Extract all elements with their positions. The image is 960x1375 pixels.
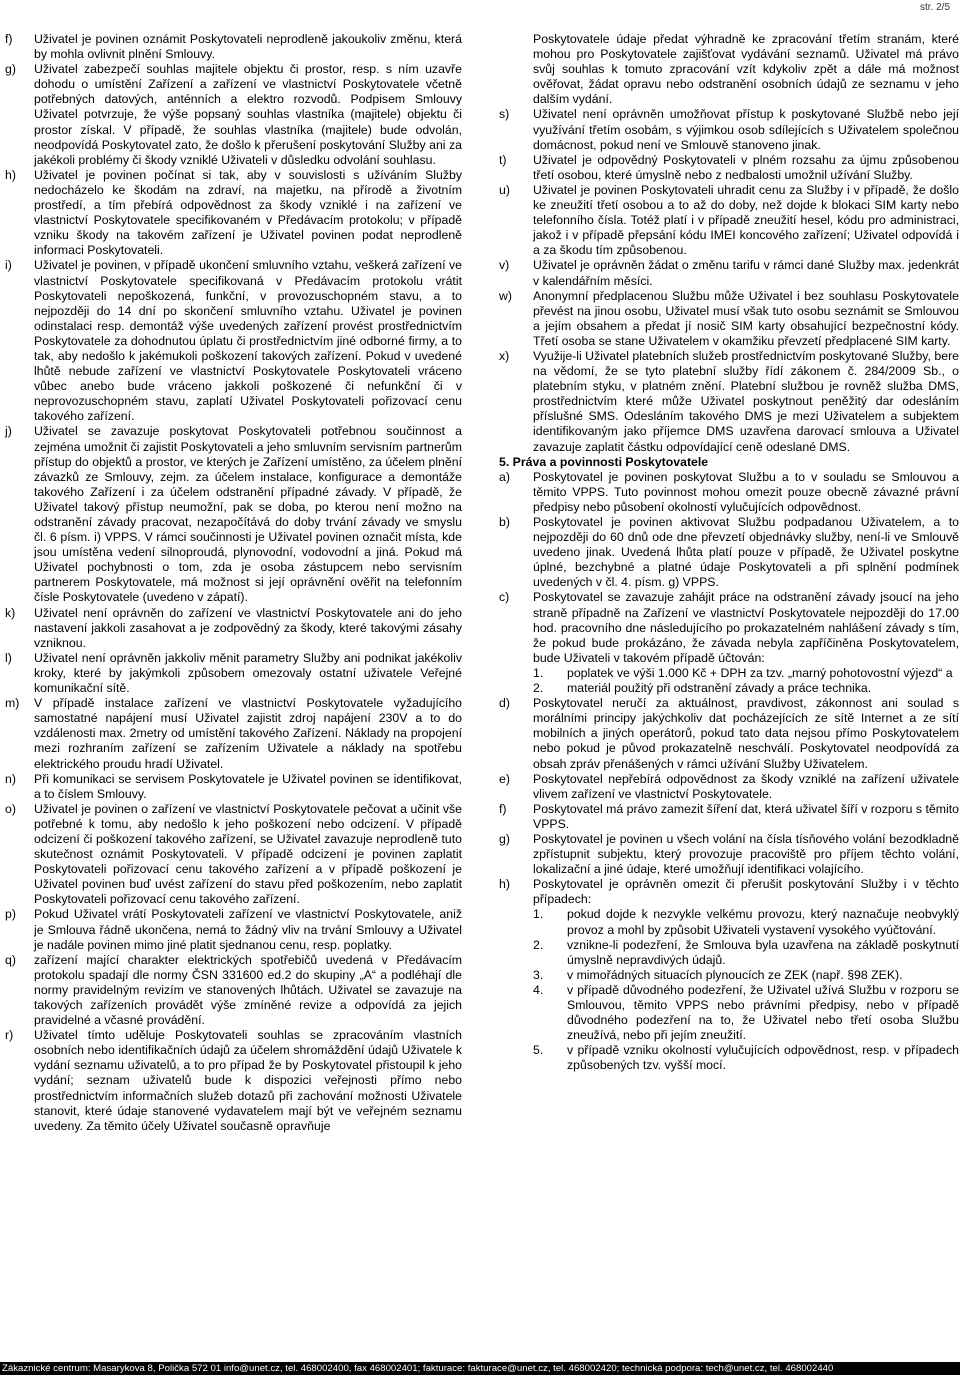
clause-label: e) — [499, 771, 510, 786]
clause-paragraph: V případě instalace zařízení ve vlastnictví Poskytovatele vyžadujícího samostatné napájení musí Uživatel zajistit zdroj napájení 230V a to do vzdálenosti max. 2metry od umístění takového Zařízení. Náklady na propojení mezi rozhraním zařízení se zařízením Uživatele a náklady na spotřebu elektrického proudu hradí Uživatel. — [34, 696, 462, 771]
clause-text — [533, 107, 959, 152]
sub-item-text: v případě důvodného podezření, že Uživatel užívá Službu v rozporu se Smlouvou, těmito VPPS nebo právními předpisy, nebo v případě důvodného podezření na to, že Uživatel nebo třetí osoba Službu zneužívá, nebo při jejím zneužití. — [567, 982, 959, 1043]
clause-label: v) — [499, 258, 510, 273]
clause-label: u) — [499, 182, 510, 197]
clause-item — [5, 907, 462, 952]
clause-paragraph: Poskytovatel má právo zamezit šíření dat, která uživatel šíří v rozporu s těmito VPPS. — [533, 801, 959, 831]
clause-paragraph: Poskytovatel nepřebírá odpovědnost za škody vzniklé na zařízení uživatele vlivem zařízení ve vlastnictví Poskytovatele. — [533, 771, 959, 801]
sub-item-text: v mimořádných situacích plynoucích ze ZEK (např. §98 ZEK). — [567, 967, 903, 982]
clause-item — [499, 877, 959, 1073]
clause-label: f) — [499, 801, 507, 816]
clause-paragraph: Poskytovatel se zavazuje zahájit práce na odstranění závady jsoucí na jeho straně případně na Zařízení ve vlastnictví Poskytovatele nejpozději do 17.00 hod. pracovního dne následujícího po prokazatelném nahlášení závady s tím, že pokud bude prokázáno, že závada nebyla zapříčiněna Poskytovatelem, bude Uživateli v takovém případě účtován: — [533, 590, 959, 665]
clause-paragraph: Uživatel tímto uděluje Poskytovateli souhlas se zpracováním vlastních osobních nebo identifikačních údajů za účelem shromáždění údajů Uživatele k vydání seznamu uživatelů, a to pro případ že by Poskytovatel přistoupil k jeho vydání; seznam uživatelů bude k dispozici veřejnosti přímo nebo prostřednictvím informačních služeb dotazů při zachování možnosti Uživatele stanovit, které údaje stanovené vydavatelem mají být ve veřejném seznamu uvedeny. Za těmito účely Uživatel současně opravňuje — [34, 1028, 462, 1133]
sub-item — [533, 1043, 959, 1073]
clause-item — [5, 168, 462, 259]
sub-item — [533, 983, 959, 1043]
sub-item-label: 3. — [533, 967, 544, 982]
clause-paragraph: Uživatel je povinen, v případě ukončení smluvního vztahu, veškerá zařízení ve vlastnictví Poskytovatele specifikovaná v Předávacím protokolu vrátit Poskytovateli nepoškozená, funkční, v provozuschopném stavu, a to nejpozději do 14 dní po skončení smluvního vztahu. Uživatel je povinen odinstalaci resp. demontáž výše uvedených zařízení provést prostřednictvím Poskytovatele za dohodnutou úplatu či prostřednictvím jiné odborné firmy, a to tak, aby nedošlo k jakémukoli poškození takových zařízení. Pokud v uvedené lhůtě nebude zařízení ve vlastnictví Poskytovatele Poskytovateli vráceno vůbec anebo bude vráceno jakkoli poškozené či nefunkční či v neprovozuschopném stavu, zaplatí Uživatel Poskytovateli pořizovací cenu takového zařízení. — [34, 258, 462, 424]
clause-label: x) — [499, 348, 510, 363]
section-items — [499, 470, 959, 1074]
clause-label: h) — [5, 167, 16, 182]
clause-paragraph: Poskytovatel je povinen poskytovat Službu a to v souladu se Smlouvou a těmito VPPS. Tuto povinnost mohou omezit pouze obecně závazné právní předpisy nebo působení okolností vylučujících odpovědnost. — [533, 469, 959, 514]
sub-item-label: 5. — [533, 1043, 544, 1058]
clause-item — [5, 424, 462, 605]
clause-label: s) — [499, 107, 510, 122]
clause-text — [34, 696, 462, 771]
clause-label: t) — [499, 152, 507, 167]
clause-paragraph: zařízení mající charakter elektrických spotřebičů uvedená v Předávacím protokolu spadají dle normy ČSN 331600 ed.2 do skupiny „A“ a podléhají dle normy pravidelným revizím ve stanovených lhůtách. Uživatel se zavazuje na takových zařízeních provádět výše zmíněné revize a odpovídá za jejich pravidelné a včasné provádění. — [34, 952, 462, 1028]
clause-paragraph: Uživatel zabezpečí souhlas majitele objektu či prostor, resp. s ním uzavře dohodu o umístění Zařízení a zařízení ve vlastnictví Poskytovatele včetně potřebných datových, anténních a elektro rozvodů. Podpisem Smlouvy Uživatel potvrzuje, že výše popsaný souhlas vlastníka (majitele) objektu či prostor získal. V případě, že souhlas vlastníka (majitele) bude odvolán, neodpovídá Poskytovatel zato, že došlo k přerušení poskytování Služby ani za jakékoli problémy či škody vzniklé Uživateli v důsledku odvolání souhlasu. — [34, 62, 462, 167]
clause-item — [5, 1028, 462, 1134]
left-column — [5, 32, 462, 1134]
clause-text — [533, 590, 959, 696]
sub-item — [533, 666, 959, 681]
clause-paragraph: Uživatel je povinen počínat si tak, aby v souvislosti s užíváním Služby nedocházelo ke škodám na zdraví, na majetku, na přírodě a životním prostředí, a tím přebírá odpovědnost za škody vzniklé i na zařízení ve vlastnictví Poskytovatele specifikovaném v Předávacím protokolu; v případě vzniku škody na takovém zařízení je Uživatel povinen podat neprodleně informaci Poskytovateli. — [34, 167, 462, 258]
clause-item — [499, 470, 959, 515]
clause-item — [5, 772, 462, 802]
clause-text — [533, 877, 959, 1073]
clause-paragraph: Poskytovatel je povinen u všech volání na čísla tísňového volání bezodkladně zpřístupnit subjektu, který provozuje pracoviště pro příjem těchto volání, lokalizační a jiné údaje, které umožňují identifikaci volajícího. — [533, 831, 959, 877]
clause-text — [34, 606, 462, 651]
clause-label: g) — [499, 831, 510, 846]
clause-item — [499, 258, 959, 288]
clause-label: h) — [499, 877, 510, 892]
clause-text — [533, 258, 959, 288]
clause-paragraph: Uživatel je oprávněn žádat o změnu tarifu v rámci dané Služby max. jedenkrát v kalendářním měsíci. — [533, 258, 959, 288]
clause-item — [499, 183, 959, 258]
clause-label: c) — [499, 590, 510, 605]
clause-paragraph: Uživatel není oprávněn do zařízení ve vlastnictví Poskytovatele ani do jeho nastavení jakkoli zasahovat a je zodpovědný za škody, které takovými zásahy vzniknou. — [34, 605, 462, 650]
sub-item-text: vznikne-li podezření, že Smlouva byla uzavřena na základě poskytnutí úmyslně nepravdivých údajů. — [567, 937, 959, 967]
clause-item — [5, 651, 462, 696]
clause-item — [499, 515, 959, 590]
footer-contact-bar: Zákaznické centrum: Masarykova 8, Polička 572 01 info@unet.cz, tel. 468002400, fax 468002401; fakturace: fakturace@unet.cz, tel. 468002420; technická podpora: tech@unet.cz, tel. 468002440 — [0, 1362, 960, 1375]
clause-text — [533, 153, 959, 183]
clause-text — [34, 168, 462, 259]
clause-paragraph: Poskytovatel je oprávněn omezit či přerušit poskytování Služby i v těchto případech: — [533, 877, 959, 907]
clause-label: q) — [5, 952, 16, 967]
clause-label: n) — [5, 771, 16, 786]
right-column — [499, 32, 959, 1073]
clause-text — [34, 1028, 462, 1134]
clause-item — [499, 696, 959, 771]
clause-item — [499, 349, 959, 455]
clause-label: p) — [5, 907, 16, 922]
clause-paragraph: Využije-li Uživatel platebních služeb prostřednictvím poskytované Služby, bere na vědomí, že se tyto platební služby řídí zákonem č. 284/2009 Sb., o platebním styku, v platném znění. Platební službou je rovněž služba DMS, prostřednictvím které může Uživatel poskytnout peněžitý dar odesláním příslušné SMS. Odesláním takového DMS je mezi Uživatelem a subjektem identifikovaným jako příjemce DMS uzavřena darovací smlouva a Uživatel zavazuje zaplatit částku odpovídající ceně odeslané DMS. — [533, 348, 959, 454]
sub-item-label: 2. — [533, 937, 544, 952]
clause-item — [499, 832, 959, 877]
clause-label: f) — [5, 32, 13, 46]
sub-item-label: 1. — [533, 907, 544, 922]
clause-paragraph: Poskytovatel neručí za aktuálnost, pravdivost, zákonnost ani soulad s morálními principy jakýchkoliv dat pocházejících ze sítě Internet a ze sítí mobilních a jiných operátorů, pokud tato data nejsou přímo Poskytovatelem nebo pokud je původ prokazatelně neschválí. Poskytovatel neodpovídá za obsah zpráv přenášených v rámci užívání Služby Uživatelem. — [533, 696, 959, 771]
clause-label: j) — [5, 424, 12, 439]
clause-item — [5, 802, 462, 908]
clause-label: g) — [5, 62, 16, 77]
section-heading: 5. Práva a povinnosti Poskytovatele — [499, 454, 709, 469]
clause-text — [34, 953, 462, 1028]
clause-paragraph: Uživatel je povinen oznámit Poskytovateli neprodleně jakoukoliv změnu, která by mohla ovlivnit plnění Smlouvy. — [34, 32, 462, 62]
clause-label: d) — [499, 696, 510, 711]
page-number: str. 2/5 — [919, 2, 950, 13]
clause-paragraph: Uživatel není oprávněn jakkoliv měnit parametry Služby ani podnikat jakékoliv kroky, které by jakýmkoli způsobem omezovaly ostatní uživatele Veřejné komunikační sítě. — [34, 650, 462, 696]
clause-text — [34, 32, 462, 62]
clause-label: a) — [499, 469, 510, 484]
sub-item-text: pokud dojde k nezvykle velkému provozu, který naznačuje neobvyklý provoz a mohl by způsobit Uživateli vystavení vysokého vyúčtování. — [567, 907, 959, 937]
clause-item — [499, 107, 959, 152]
clause-text — [533, 349, 959, 455]
clause-paragraph: Uživatel není oprávněn umožňovat přístup k poskytované Službě nebo její využívání třetím osobám, s výjimkou osob sdílejících s Uživatelem společnou domácnost, pokud není ve Smlouvě stanoveno jinak. — [533, 107, 959, 152]
clause-label: l) — [5, 650, 12, 665]
clause-label: o) — [5, 801, 16, 816]
clause-item — [5, 606, 462, 651]
sub-item-text: materiál použitý při odstranění závady a práce technika. — [567, 681, 872, 696]
clause-item — [499, 772, 959, 802]
clause-text — [533, 470, 959, 515]
clause-text — [533, 772, 959, 802]
clause-paragraph: Uživatel je odpovědný Poskytovateli v plném rozsahu za újmu způsobenou třetí osobou, které úmyslně nebo z nedbalosti umožnil užívání Služby. — [533, 152, 959, 182]
clause-text — [34, 772, 462, 802]
sub-item-text: poplatek ve výši 1.000 Kč + DPH za tzv. „marný pohotovostní výjezd“ a — [567, 665, 953, 680]
clause-item — [5, 953, 462, 1028]
clause-item — [5, 258, 462, 424]
clause-text — [34, 651, 462, 696]
clause-item — [499, 802, 959, 832]
sub-item-label: 1. — [533, 665, 544, 680]
right-items — [499, 107, 959, 454]
clause-paragraph: Uživatel je povinen o zařízení ve vlastnictví Poskytovatele pečovat a učinit vše potřebné k tomu, aby nedošlo k jeho poškození nebo odcizení. V případě odcizení či poškození takového zařízení, se Uživatel zavazuje neprodleně tuto skutečnost oznámit Poskytovateli. V případě odcizení je povinen zaplatit Poskytovateli pořizovací cenu takového zařízení a v případě poškození je Uživatel povinen buď uvést zařízení do stavu před poškozením, nebo zaplatit Poskytovateli pořizovací cenu takového zařízení. — [34, 801, 462, 907]
sub-item — [533, 938, 959, 968]
clause-item — [499, 153, 959, 183]
clause-text — [533, 832, 959, 877]
clause-paragraph: Anonymní předplacenou Službu může Uživatel i bez souhlasu Poskytovatele převést na jinou osobu, Uživatel musí však tuto osobu seznámit se Smlouvou a jejím obsahem a předat jí nosič SIM karty obsahující bezpečnostní kódy. Třetí osoba se stane Uživatelem v okamžiku převzetí předplacené SIM karty. — [533, 288, 959, 348]
clause-text — [34, 258, 462, 424]
clause-label: m) — [5, 696, 20, 711]
sub-item — [533, 681, 959, 696]
clause-text — [533, 802, 959, 832]
sub-item — [533, 907, 959, 937]
clause-label: k) — [5, 605, 16, 620]
clause-text — [533, 696, 959, 771]
clause-item — [5, 32, 462, 62]
sub-item-label: 4. — [533, 982, 544, 997]
sub-item — [533, 968, 959, 983]
clause-paragraph: Uživatel je povinen Poskytovateli uhradit cenu za Služby i v případě, že došlo ke zneužití třetí osobou a to až do doby, než dojde k blokaci SIM karty nebo telefonního čísla. Totéž platí i v případě zneužití hesel, kódu pro administraci, jakož i v případě přepsání kódu IMEI koncového zařízení; Uživatel odpovídá i a za škodu tím způsobenou. — [533, 182, 959, 258]
clause-text — [34, 424, 462, 605]
clause-label: w) — [499, 288, 512, 303]
clause-paragraph: Uživatel se zavazuje poskytovat Poskytovateli potřebnou součinnost a zejména umožnit či zajistit Poskytovateli a jeho smluvním servisním partnerům přístup do objektů a prostor, ve kterých je Zařízení umístěno, za účelem plnění závazků ze Smlouvy, zejm. za účelem instalace, konfigurace a demontáže takového Zařízení i za účelem odstranění případné závady. V případě, že Uživatel takový přístup neumožní, pak se doba, po kterou není možno na odstranění závady pracovat, nezapočítává do doby trvání závady ve smyslu čl. 6 písm. i) VPPS. V rámci součinnosti je Uživatel povinen označit místa, kde jsou umístěna vedení silnoproudá, plynovodní, vodovodní a jiná. Pokud má Uživatel pochybnosti o tom, zda je osoba zástupcem nebo servisním partnerem Poskytovatele, má možnost si její oprávnění ověřit na telefonním čísle Poskytovatele (uvedeno v zápatí). — [34, 424, 462, 605]
continuation-paragraph: Poskytovatele údaje předat výhradně ke zpracování třetím stranám, které mohou pro Poskytovatele zajišťovat vydávání seznamů. Uživatel má právo svůj souhlas k tomuto zpracování vzít kdykoliv zpět a dále má možnost ověřovat, žádat opravu nebo odstranění osobních údajů ze seznamu v jeho dalším vydání. — [533, 32, 959, 107]
clause-item — [499, 590, 959, 696]
sub-item-text: v případě vzniku okolností vylučujících odpovědnost, resp. v případech způsobených tzv. vyšší mocí. — [567, 1043, 959, 1073]
clause-paragraph: Poskytovatel je povinen aktivovat Službu podpadanou Uživatelem, a to nejpozději do 60 dnů ode dne převzetí objednávky služby, není-li ve Smlouvě uvedeno jinak. Uvedená lhůta platí pouze v případě, že Uživatel poskytne úplné, bezchybné a platné údaje Poskytovateli a při splnění podmínek uvedených v čl. 4. písm. g) VPPS. — [533, 515, 959, 590]
clause-text — [533, 183, 959, 258]
clause-label: r) — [5, 1028, 14, 1043]
clause-item — [499, 289, 959, 349]
clause-text — [533, 515, 959, 590]
clause-item — [5, 696, 462, 771]
clause-label: b) — [499, 515, 510, 529]
clause-label: i) — [5, 258, 12, 273]
sub-item-label: 2. — [533, 681, 544, 696]
clause-text — [533, 289, 959, 349]
clause-item — [5, 62, 462, 168]
clause-text — [34, 62, 462, 168]
clause-paragraph: Při komunikaci se servisem Poskytovatele je Uživatel povinen se identifikovat, a to číslem Smlouvy. — [34, 771, 462, 801]
clause-paragraph: Pokud Uživatel vrátí Poskytovateli zařízení ve vlastnictví Poskytovatele, aniž je Smlouva řádně ukončena, nemá to žádný vliv na trvání Smlouvy a Uživatel je nadále povinen mimo jiné platit sjednanou cenu, resp. poplatky. — [34, 907, 462, 952]
clause-text — [34, 802, 462, 908]
clause-text — [34, 907, 462, 952]
